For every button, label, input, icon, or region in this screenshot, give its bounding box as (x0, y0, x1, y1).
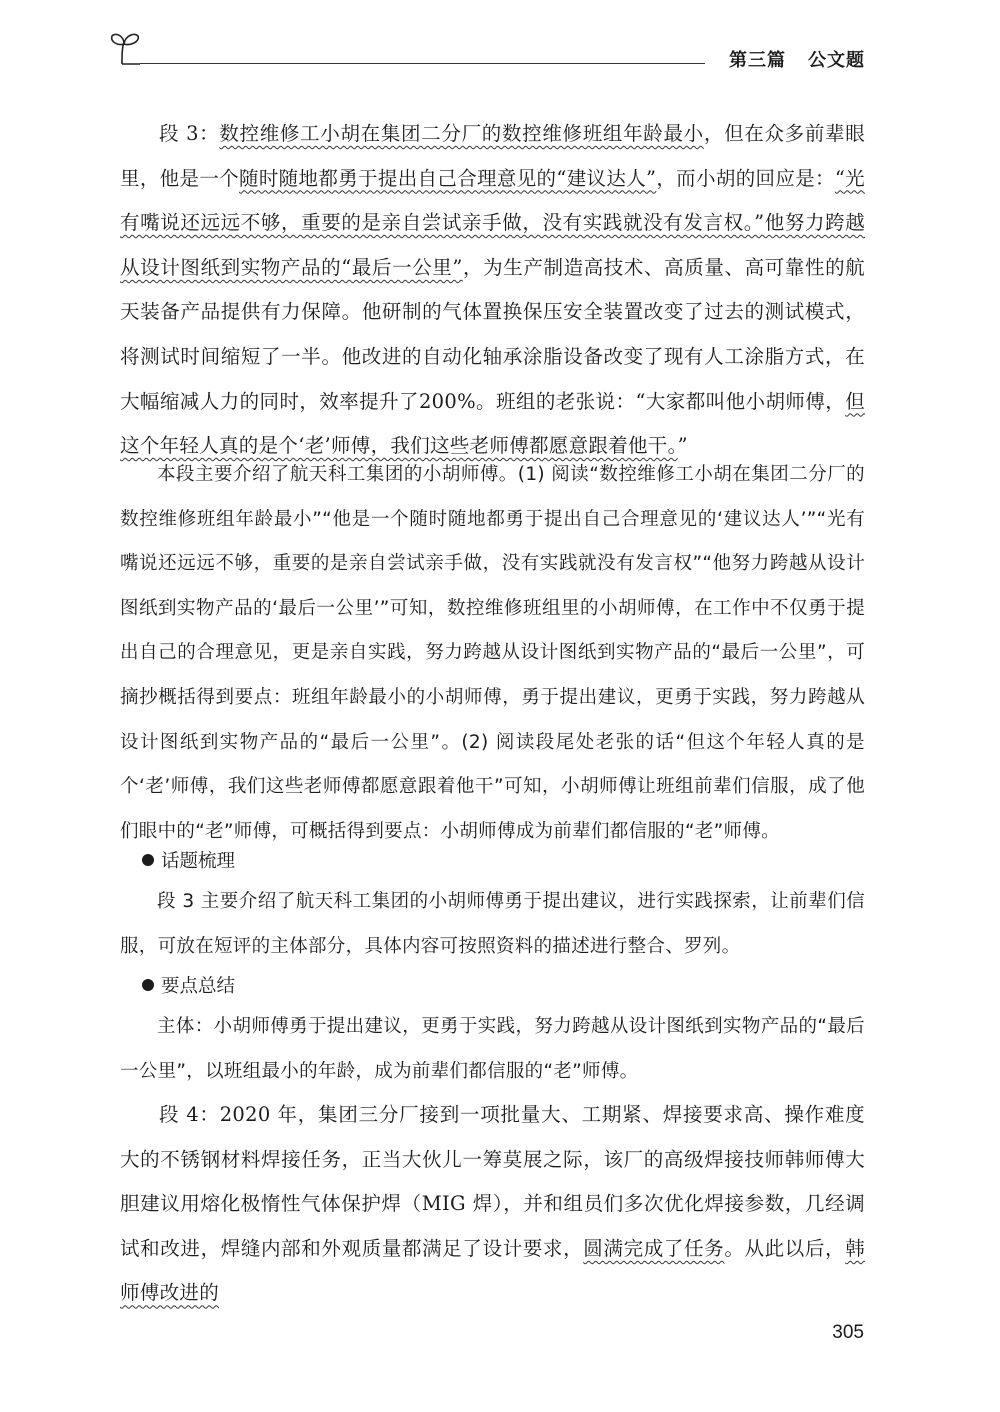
summary-heading (142, 972, 235, 998)
sprout-icon (108, 30, 148, 70)
bullet-icon (142, 979, 154, 991)
topic-heading (142, 847, 235, 873)
source-paragraph-4 (120, 1093, 865, 1316)
topic-paragraph: 段 3 主要介绍了航天科工集团的小胡师傅勇于提出建议，进行实践探索，让前辈们信服，可放在短评的主体部分，具体内容可按照资料的描述进行整合、罗列。 (120, 891, 865, 957)
body-text: 。从此以后， (724, 1236, 846, 1260)
header-title: 公文题 (808, 50, 865, 70)
summary-paragraph: 主体：小胡师傅勇于提出建议，更勇于实践，努力跨越从设计图纸到实物产品的“最后一公里”，以班组最小的年龄，成为前辈们都信服的“老”师傅。 (120, 1016, 865, 1082)
underlined-text: 数控维修工小胡在集团二分厂的数控维修班组年龄最小 (219, 122, 704, 145)
underlined-text: 韩师傅改进的 (120, 1236, 865, 1305)
underlined-text: 圆满完成了任务 (583, 1236, 725, 1260)
underlined-text: 随时随地都勇于提出自己合理意见的“建议达人” (239, 166, 657, 190)
header-rule (140, 63, 705, 64)
body-text: ，为生产制造高技术、高质量、高可靠性的航天装备产品提供有力保障。他研制的气体置换保压安全装置改变了过去的测试模式，将测试时间缩短了一半。他改进的自动化轴承涂脂设备改变了现有人工涂脂方式，在大幅缩减人力的同时，效率提升了200%。班组的老张说：“大家都叫他小胡师傅， (120, 255, 865, 413)
running-header (715, 46, 865, 72)
body-text: ” (677, 434, 688, 458)
body-text: 2020 年，集团三分厂接到一项批量大、工期紧、焊接要求高、操作难度大的不锈钢材料焊接任务，正当大伙儿一筹莫展之际，该厂的高级焊接技师韩师傅大胆建议用熔化极惰性气体保护焊（MIG 焊），并和组员们多次优化焊接参数，几经调试和改进，焊缝内部和外观质量都满足了设计要求， (120, 1103, 865, 1260)
body-text: ，而小胡的回应是： (656, 166, 835, 190)
bullet-icon (142, 854, 154, 866)
paragraph-label: 段 3： (159, 122, 220, 145)
summary-heading-label: 要点总结 (161, 976, 236, 997)
topic-heading-label: 话题梳理 (161, 851, 236, 872)
analysis-paragraph: 本段主要介绍了航天科工集团的小胡师傅。(1) 阅读“数控维修工小胡在集团二分厂的数控维修班组年龄最小”“他是一个随时随地都勇于提出自己合理意见的‘建议达人’”“光有嘴说还远远不够，重要的是亲自尝试亲手做，没有实践就没有发言权”“他努力跨越从设计图纸到实物产品的‘最后一公里’”可知，数控维修班组里的小胡师傅，在工作中不仅勇于提出自己的合理意见，更是亲自实践，努力跨越从设计图纸到实物产品的“最后一公里”，可摘抄概括得到要点：班组年龄最小的小胡师傅，勇于提出建议，更勇于实践，努力跨越从设计图纸到实物产品的“最后一公里”。(2) 阅读段尾处老张的话“但这个年轻人真的是个‘老’师傅，我们这些老师傅都愿意跟着他干”可知，小胡师傅让班组前辈们信服，成了他们眼中的“老”师傅，可概括得到要点：小胡师傅成为前辈们都信服的“老”师傅。 (120, 464, 865, 842)
header-section: 第三篇 (729, 50, 786, 70)
source-paragraph-3 (120, 112, 865, 469)
underlined-text: 但这个年轻人真的是个‘老’师傅，我们这些老师傅都愿意跟着他干。 (120, 389, 865, 458)
body-text: ，但在众多前辈眼里，他是一个 (120, 122, 865, 190)
underlined-text: “光有嘴说还远远不够，重要的是亲自尝试亲手做，没有实践就没有发言权。”他努力跨越从设计图纸到实物产品的“最后一公里” (120, 166, 865, 279)
paragraph-label: 段 4： (159, 1103, 220, 1126)
page-number: 305 (832, 1322, 864, 1343)
